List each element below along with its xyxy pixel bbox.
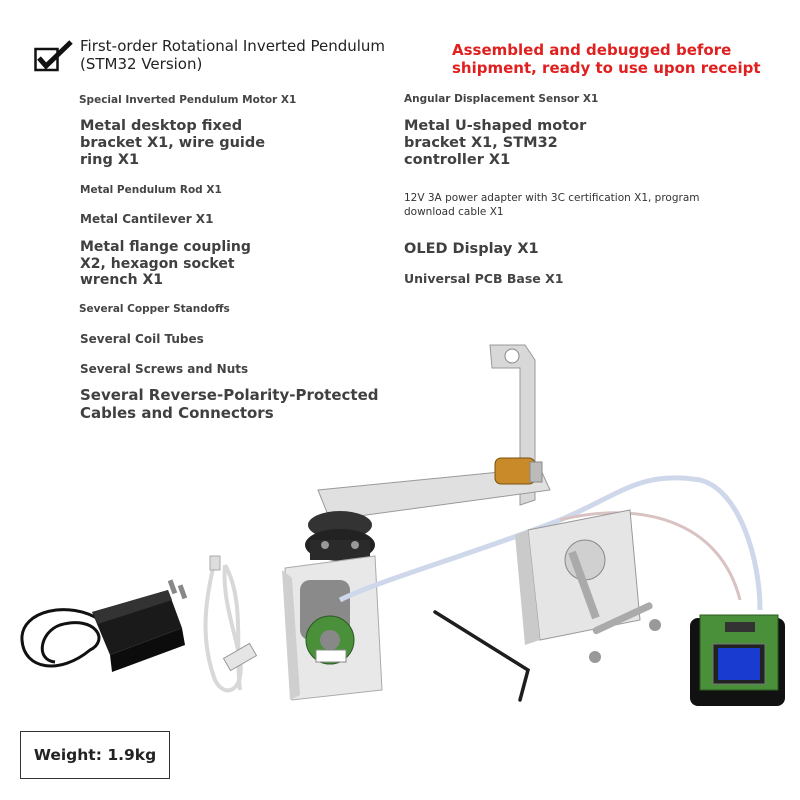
weight-label: Weight: 1.9kg — [20, 731, 170, 779]
product-title: First-order Rotational Inverted Pendulum (STM32 Version) — [80, 37, 386, 73]
list-item-cables-connectors: Several Reverse-Polarity-Protected Cables and Connectors — [80, 386, 379, 422]
table-clamp — [515, 510, 661, 663]
list-item-motor: Special Inverted Pendulum Motor X1 — [79, 94, 297, 106]
list-item-angular-sensor: Angular Displacement Sensor X1 — [404, 93, 599, 105]
product-photo — [0, 330, 800, 730]
list-item-screws-nuts: Several Screws and Nuts — [80, 362, 249, 376]
stm32-controller-oled — [690, 615, 785, 706]
pendulum-assembly — [318, 345, 550, 520]
list-item-coil-tubes: Several Coil Tubes — [80, 332, 204, 346]
list-item-pendulum-rod: Metal Pendulum Rod X1 — [80, 184, 222, 196]
list-item-desktop-bracket: Metal desktop fixed bracket X1, wire guide ring X1 — [80, 118, 266, 168]
list-item-oled-display: OLED Display X1 — [404, 241, 539, 257]
usb-cable — [206, 556, 257, 690]
power-adapter — [22, 579, 187, 672]
list-item-power-adapter: 12V 3A power adapter with 3C certification X1, program download cable X1 — [404, 192, 700, 218]
list-item-cantilever: Metal Cantilever X1 — [80, 212, 214, 226]
list-item-u-bracket-controller: Metal U-shaped motor bracket X1, STM32 controller X1 — [404, 118, 587, 168]
checked-checkbox-icon — [34, 40, 74, 72]
list-item-pcb-base: Universal PCB Base X1 — [404, 271, 564, 286]
shipping-note: Assembled and debugged before shipment, ready to use upon receipt — [452, 41, 761, 77]
list-item-flange-coupling: Metal flange coupling X2, hexagon socket wrench X1 — [80, 239, 251, 288]
list-item-copper-standoffs: Several Copper Standoffs — [79, 303, 230, 315]
u-bracket-motor — [282, 556, 382, 700]
motor-assembly — [305, 511, 375, 561]
